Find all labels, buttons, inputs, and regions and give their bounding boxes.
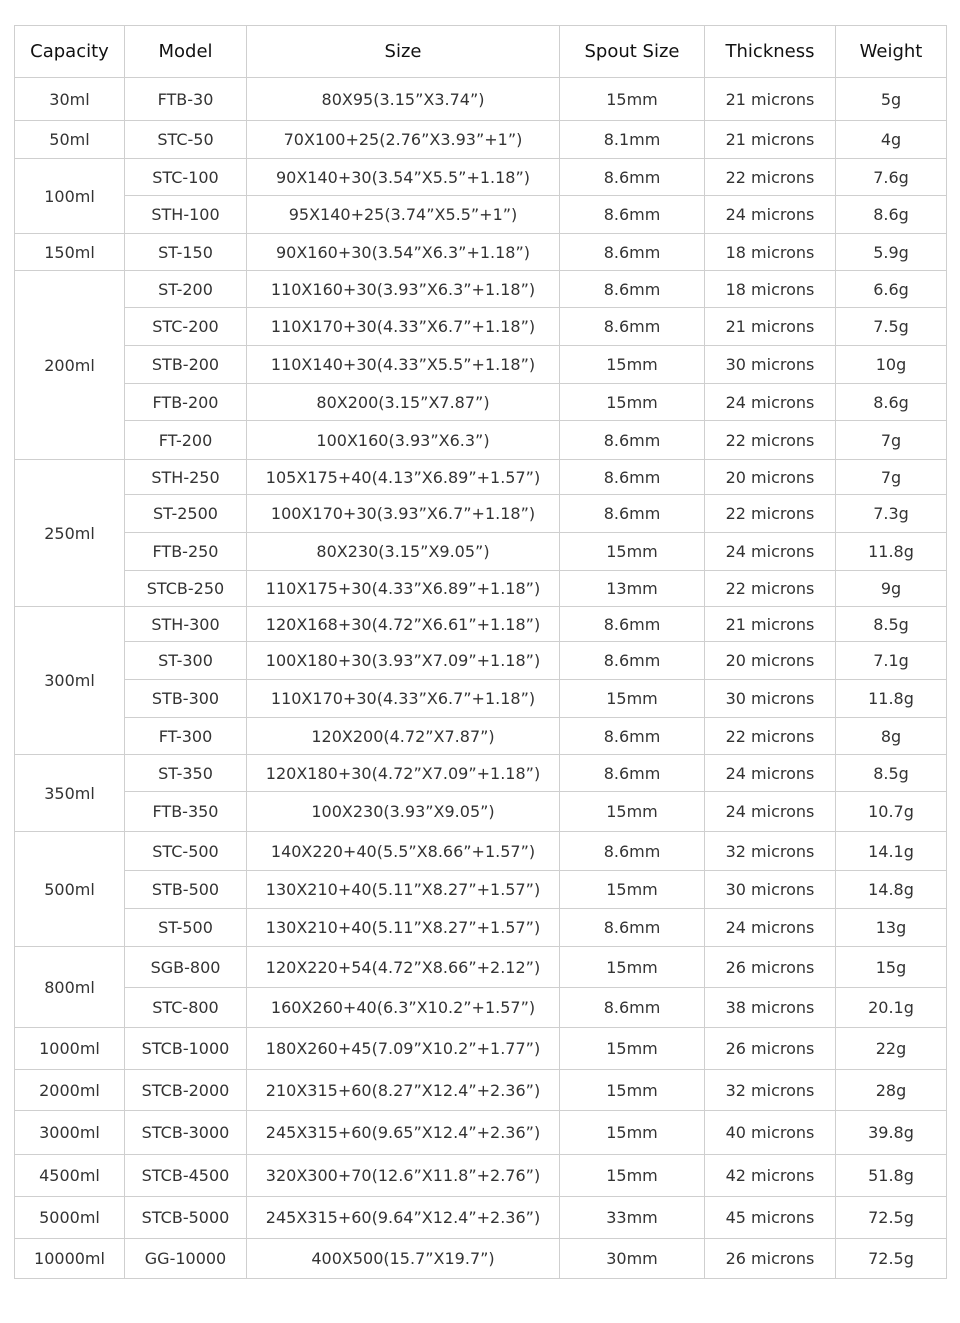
table-row <box>15 988 947 1028</box>
header-size: Size <box>247 26 560 78</box>
cell-spout-size: 30mm <box>560 1239 705 1279</box>
cell-spout-size: 15mm <box>560 680 705 718</box>
cell-size: 140X220+40(5.5”X8.66”+1.57”) <box>247 832 560 871</box>
cell-size: 400X500(15.7”X19.7”) <box>247 1239 560 1279</box>
cell-weight: 5g <box>836 78 947 121</box>
cell-size: 210X315+60(8.27”X12.4”+2.36”) <box>247 1070 560 1111</box>
cell-size: 160X260+40(6.3”X10.2”+1.57”) <box>247 988 560 1028</box>
cell-weight: 51.8g <box>836 1155 947 1197</box>
cell-model: FTB-350 <box>125 792 247 832</box>
cell-model: STC-800 <box>125 988 247 1028</box>
cell-capacity: 300ml <box>15 607 125 755</box>
header-spout-size: Spout Size <box>560 26 705 78</box>
cell-thickness: 21 microns <box>705 308 836 346</box>
cell-weight: 7.1g <box>836 642 947 680</box>
cell-spout-size: 8.6mm <box>560 607 705 642</box>
table-row <box>15 792 947 832</box>
cell-size: 95X140+25(3.74”X5.5”+1”) <box>247 196 560 234</box>
cell-model: STCB-5000 <box>125 1197 247 1239</box>
cell-model: STCB-250 <box>125 571 247 607</box>
cell-model: STH-250 <box>125 460 247 495</box>
cell-model: FTB-250 <box>125 533 247 571</box>
cell-weight: 10.7g <box>836 792 947 832</box>
cell-model: ST-500 <box>125 909 247 947</box>
table-body <box>15 78 947 1279</box>
cell-thickness: 30 microns <box>705 346 836 384</box>
cell-spout-size: 8.6mm <box>560 271 705 308</box>
cell-capacity: 500ml <box>15 832 125 947</box>
cell-spout-size: 15mm <box>560 346 705 384</box>
cell-size: 245X315+60(9.64”X12.4”+2.36”) <box>247 1197 560 1239</box>
header-capacity: Capacity <box>15 26 125 78</box>
cell-weight: 8.5g <box>836 607 947 642</box>
cell-weight: 15g <box>836 947 947 988</box>
cell-size: 110X170+30(4.33”X6.7”+1.18”) <box>247 308 560 346</box>
cell-size: 110X140+30(4.33”X5.5”+1.18”) <box>247 346 560 384</box>
cell-spout-size: 13mm <box>560 571 705 607</box>
cell-capacity: 150ml <box>15 234 125 271</box>
cell-model: STH-300 <box>125 607 247 642</box>
table-row <box>15 947 947 988</box>
cell-model: GG-10000 <box>125 1239 247 1279</box>
cell-spout-size: 15mm <box>560 1111 705 1155</box>
cell-spout-size: 8.6mm <box>560 718 705 755</box>
cell-spout-size: 8.6mm <box>560 159 705 196</box>
cell-size: 105X175+40(4.13”X6.89”+1.57”) <box>247 460 560 495</box>
cell-weight: 13g <box>836 909 947 947</box>
cell-capacity: 200ml <box>15 271 125 460</box>
cell-weight: 14.1g <box>836 832 947 871</box>
table-row <box>15 308 947 346</box>
cell-model: ST-150 <box>125 234 247 271</box>
cell-model: STB-500 <box>125 871 247 909</box>
cell-size: 100X170+30(3.93”X6.7”+1.18”) <box>247 495 560 533</box>
cell-size: 90X140+30(3.54”X5.5”+1.18”) <box>247 159 560 196</box>
cell-thickness: 21 microns <box>705 121 836 159</box>
table-row <box>15 196 947 234</box>
cell-spout-size: 8.6mm <box>560 642 705 680</box>
cell-thickness: 40 microns <box>705 1111 836 1155</box>
cell-size: 130X210+40(5.11”X8.27”+1.57”) <box>247 909 560 947</box>
cell-capacity: 5000ml <box>15 1197 125 1239</box>
cell-capacity: 10000ml <box>15 1239 125 1279</box>
cell-spout-size: 15mm <box>560 871 705 909</box>
table-row <box>15 832 947 871</box>
cell-thickness: 26 microns <box>705 947 836 988</box>
cell-spout-size: 15mm <box>560 533 705 571</box>
table-row <box>15 642 947 680</box>
cell-spout-size: 15mm <box>560 384 705 421</box>
cell-size: 90X160+30(3.54”X6.3”+1.18”) <box>247 234 560 271</box>
cell-weight: 11.8g <box>836 680 947 718</box>
cell-thickness: 18 microns <box>705 271 836 308</box>
table-row <box>15 607 947 642</box>
cell-capacity: 50ml <box>15 121 125 159</box>
cell-thickness: 22 microns <box>705 421 836 460</box>
cell-size: 80X200(3.15”X7.87”) <box>247 384 560 421</box>
cell-spout-size: 15mm <box>560 792 705 832</box>
table-row <box>15 271 947 308</box>
cell-size: 110X170+30(4.33”X6.7”+1.18”) <box>247 680 560 718</box>
cell-spout-size: 15mm <box>560 1070 705 1111</box>
cell-weight: 10g <box>836 346 947 384</box>
cell-thickness: 30 microns <box>705 680 836 718</box>
table-row <box>15 1028 947 1070</box>
cell-thickness: 26 microns <box>705 1239 836 1279</box>
cell-model: STB-300 <box>125 680 247 718</box>
table-row <box>15 1070 947 1111</box>
cell-thickness: 21 microns <box>705 78 836 121</box>
cell-model: STCB-1000 <box>125 1028 247 1070</box>
cell-spout-size: 8.6mm <box>560 755 705 792</box>
cell-thickness: 26 microns <box>705 1028 836 1070</box>
cell-capacity: 350ml <box>15 755 125 832</box>
cell-spout-size: 8.6mm <box>560 421 705 460</box>
cell-thickness: 22 microns <box>705 495 836 533</box>
cell-size: 80X230(3.15”X9.05”) <box>247 533 560 571</box>
cell-size: 100X180+30(3.93”X7.09”+1.18”) <box>247 642 560 680</box>
cell-size: 120X200(4.72”X7.87”) <box>247 718 560 755</box>
cell-capacity: 100ml <box>15 159 125 234</box>
cell-capacity: 2000ml <box>15 1070 125 1111</box>
table-row <box>15 1155 947 1197</box>
table-row <box>15 121 947 159</box>
cell-thickness: 18 microns <box>705 234 836 271</box>
cell-weight: 7g <box>836 421 947 460</box>
cell-model: STH-100 <box>125 196 247 234</box>
cell-thickness: 24 microns <box>705 909 836 947</box>
cell-size: 120X168+30(4.72”X6.61”+1.18”) <box>247 607 560 642</box>
cell-thickness: 24 microns <box>705 792 836 832</box>
cell-thickness: 30 microns <box>705 871 836 909</box>
table-row <box>15 1239 947 1279</box>
table-row <box>15 384 947 421</box>
cell-size: 320X300+70(12.6”X11.8”+2.76”) <box>247 1155 560 1197</box>
cell-weight: 6.6g <box>836 271 947 308</box>
cell-spout-size: 15mm <box>560 78 705 121</box>
table-row <box>15 495 947 533</box>
table-row <box>15 234 947 271</box>
cell-model: STC-500 <box>125 832 247 871</box>
table-header <box>15 26 947 78</box>
cell-model: STCB-4500 <box>125 1155 247 1197</box>
cell-model: ST-350 <box>125 755 247 792</box>
cell-model: SGB-800 <box>125 947 247 988</box>
table-row <box>15 718 947 755</box>
cell-size: 130X210+40(5.11”X8.27”+1.57”) <box>247 871 560 909</box>
cell-thickness: 24 microns <box>705 755 836 792</box>
cell-size: 245X315+60(9.65”X12.4”+2.36”) <box>247 1111 560 1155</box>
cell-size: 180X260+45(7.09”X10.2”+1.77”) <box>247 1028 560 1070</box>
cell-model: STC-100 <box>125 159 247 196</box>
table-row <box>15 680 947 718</box>
cell-thickness: 24 microns <box>705 384 836 421</box>
cell-thickness: 20 microns <box>705 642 836 680</box>
cell-capacity: 3000ml <box>15 1111 125 1155</box>
cell-weight: 11.8g <box>836 533 947 571</box>
cell-size: 100X160(3.93”X6.3”) <box>247 421 560 460</box>
header-weight: Weight <box>836 26 947 78</box>
cell-spout-size: 8.1mm <box>560 121 705 159</box>
cell-weight: 39.8g <box>836 1111 947 1155</box>
cell-model: FTB-200 <box>125 384 247 421</box>
cell-model: ST-2500 <box>125 495 247 533</box>
cell-size: 80X95(3.15”X3.74”) <box>247 78 560 121</box>
cell-model: STCB-2000 <box>125 1070 247 1111</box>
cell-weight: 8.6g <box>836 384 947 421</box>
cell-model: FT-300 <box>125 718 247 755</box>
cell-model: STC-200 <box>125 308 247 346</box>
cell-spout-size: 15mm <box>560 947 705 988</box>
table-row <box>15 1111 947 1155</box>
cell-thickness: 22 microns <box>705 571 836 607</box>
table-row <box>15 871 947 909</box>
cell-weight: 7.5g <box>836 308 947 346</box>
cell-spout-size: 15mm <box>560 1028 705 1070</box>
cell-model: STCB-3000 <box>125 1111 247 1155</box>
cell-spout-size: 8.6mm <box>560 495 705 533</box>
cell-spout-size: 8.6mm <box>560 460 705 495</box>
cell-size: 120X180+30(4.72”X7.09”+1.18”) <box>247 755 560 792</box>
cell-weight: 8.5g <box>836 755 947 792</box>
table-row <box>15 346 947 384</box>
cell-capacity: 4500ml <box>15 1155 125 1197</box>
table-row <box>15 755 947 792</box>
table-row <box>15 78 947 121</box>
cell-spout-size: 15mm <box>560 1155 705 1197</box>
cell-thickness: 45 microns <box>705 1197 836 1239</box>
cell-model: STB-200 <box>125 346 247 384</box>
cell-thickness: 22 microns <box>705 159 836 196</box>
cell-thickness: 22 microns <box>705 718 836 755</box>
cell-thickness: 42 microns <box>705 1155 836 1197</box>
cell-spout-size: 33mm <box>560 1197 705 1239</box>
header-row <box>15 26 947 78</box>
cell-spout-size: 8.6mm <box>560 196 705 234</box>
cell-size: 120X220+54(4.72”X8.66”+2.12”) <box>247 947 560 988</box>
cell-model: ST-300 <box>125 642 247 680</box>
cell-thickness: 21 microns <box>705 607 836 642</box>
cell-size: 110X175+30(4.33”X6.89”+1.18”) <box>247 571 560 607</box>
cell-size: 70X100+25(2.76”X3.93”+1”) <box>247 121 560 159</box>
cell-thickness: 24 microns <box>705 533 836 571</box>
cell-spout-size: 8.6mm <box>560 832 705 871</box>
cell-weight: 7.3g <box>836 495 947 533</box>
cell-weight: 22g <box>836 1028 947 1070</box>
table-row <box>15 460 947 495</box>
cell-thickness: 20 microns <box>705 460 836 495</box>
cell-thickness: 24 microns <box>705 196 836 234</box>
cell-model: FTB-30 <box>125 78 247 121</box>
cell-weight: 8g <box>836 718 947 755</box>
header-thickness: Thickness <box>705 26 836 78</box>
cell-weight: 20.1g <box>836 988 947 1028</box>
cell-weight: 8.6g <box>836 196 947 234</box>
cell-spout-size: 8.6mm <box>560 308 705 346</box>
cell-weight: 9g <box>836 571 947 607</box>
cell-thickness: 32 microns <box>705 1070 836 1111</box>
spec-table <box>14 25 947 1279</box>
cell-size: 110X160+30(3.93”X6.3”+1.18”) <box>247 271 560 308</box>
cell-capacity: 1000ml <box>15 1028 125 1070</box>
cell-weight: 28g <box>836 1070 947 1111</box>
cell-model: ST-200 <box>125 271 247 308</box>
table-row <box>15 533 947 571</box>
cell-capacity: 800ml <box>15 947 125 1028</box>
cell-model: STC-50 <box>125 121 247 159</box>
cell-weight: 72.5g <box>836 1239 947 1279</box>
cell-thickness: 32 microns <box>705 832 836 871</box>
table-row <box>15 909 947 947</box>
table-row <box>15 571 947 607</box>
cell-spout-size: 8.6mm <box>560 234 705 271</box>
cell-model: FT-200 <box>125 421 247 460</box>
cell-capacity: 250ml <box>15 460 125 607</box>
cell-capacity: 30ml <box>15 78 125 121</box>
table-row <box>15 1197 947 1239</box>
cell-weight: 7.6g <box>836 159 947 196</box>
cell-weight: 72.5g <box>836 1197 947 1239</box>
cell-size: 100X230(3.93”X9.05”) <box>247 792 560 832</box>
cell-weight: 7g <box>836 460 947 495</box>
cell-thickness: 38 microns <box>705 988 836 1028</box>
cell-weight: 5.9g <box>836 234 947 271</box>
cell-spout-size: 8.6mm <box>560 988 705 1028</box>
cell-weight: 4g <box>836 121 947 159</box>
header-model: Model <box>125 26 247 78</box>
table-row <box>15 421 947 460</box>
cell-weight: 14.8g <box>836 871 947 909</box>
table-row <box>15 159 947 196</box>
cell-spout-size: 8.6mm <box>560 909 705 947</box>
